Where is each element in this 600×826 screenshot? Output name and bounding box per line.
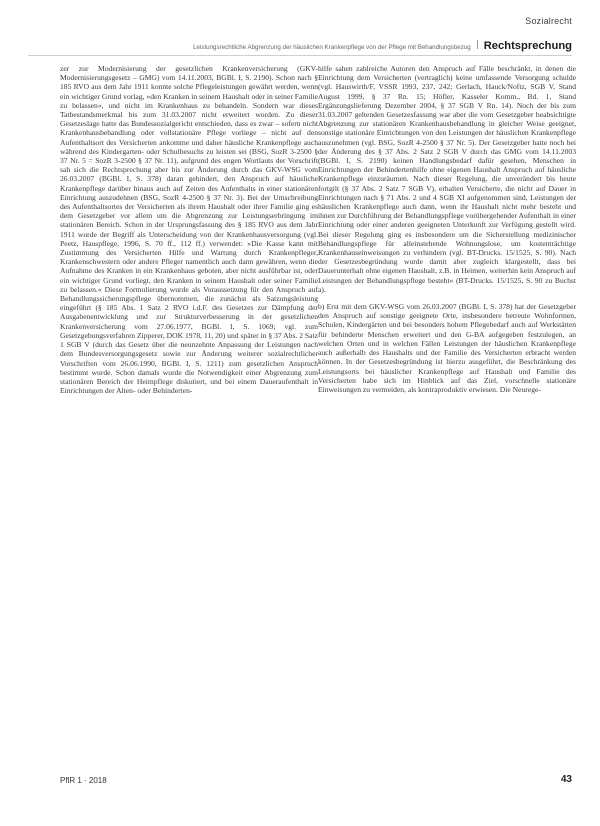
running-header-title: Rechtsprechung — [483, 40, 572, 52]
running-header-subtitle: Leistungsrechtliche Abgrenzung der häuslichen Krankenpflege von der Pflege mit Behandlungsbezug — [193, 44, 471, 51]
running-header — [150, 40, 572, 52]
header-divider — [477, 40, 478, 49]
right-column — [318, 64, 576, 394]
page-number: 43 — [560, 774, 572, 785]
section-tag: Sozialrecht — [525, 16, 572, 26]
header-rule — [28, 55, 572, 56]
left-column — [60, 64, 318, 395]
right-paragraph-2: b) Erst mit dem GKV-WSG vom 26.03.2007 (BGBl. I, S. 378) hat der Gesetzgeber den Anspruch auf sonstige geeignete Orte, insbesondere betreute Wohnformen, Schulen, Kindergärten und bei besonders hohem Pflegebedarf auch auf Werkstätten für behinderte Menschen erweitert und den G-BA aufgegeben festzulegen, an welchen Orten und in welchen Fällen Leistungen der häuslichen Krankenpflege auch außerhalb des Haushalts und der Familie des Versicherten erbracht werden können. In der Gesetzesbegründung ist hierzu ausgeführt, die Beschränkung des Leistungsorts bei häuslicher Krankenpflege auf Haushalt und Familie des Versicherten habe sich im Hinblick auf das Ziel, vorschnelle stationäre Einweisungen zu vermeiden, als kontraproduktiv erwiesen. Die Neurege- — [318, 302, 576, 394]
journal-citation: PflR 1 · 2018 — [60, 776, 107, 785]
left-paragraph-1: zer zur Modernisierung der gesetzlichen Krankenversicherung (GKV-Modernisierungsgesetz – GMG) vom 14.11.2003, BGBl. I, S. 2190). Schon nach § 185 RVO aus dem Jahr 1911 konnte solche Pflegeleistungen gewährt werden, wenn ein wichtiger Grund vorlag, »den Kranken in seinem Haushalt oder in seiner Familie zu belassen«, und nicht im Krankenhaus zu behandeln. Sondern war dieses Tatbestandsmerkmal bis zum 31.03.2007 nicht erweitert worden. Zu dieser Gesetzeslage hatte das Bundessozialgericht entschieden, dass es zwar – sofern nicht Krankenhausbehandlung oder vollstationäre Pflege vorliege – nicht auf den Aufenthaltsort des Versicherten ankomme und daher häusliche Krankenpflege auch während des Kindergarten- oder Schulbesuchs zu leisten sei (BSG, SozR 3-2500 § 37 Nr. 5 = SozR 3-2500 § 37 Nr. 11), aufgrund des engen Wortlauts der Vorschrift sah sich die Rechtsprechung aber bis zur Änderung durch das GKV-WSG vom 26.03.2007 (BGBl. I, S. 378) daran gehindert, den Anspruch auf häusliche Krankenpflege darüber hinaus auch auf Zeiten des Aufenthalts in einer stationären Einrichtung auszudehnen (BSG, SozR 4-2500 § 37 Nr. 3). Bei der Umschreibung des Aufenthaltsortes der Versicherten als ihrem Haushalt oder ihrer Familie ging es dem Gesetzgeber vor allem um die Abgrenzung zur Leistungserbringung im stationären Bereich. Schon in der Ursprungsfassung des § 185 RVO aus dem Jahr 1911 wurde der Begriff als Unterscheidung von der Krankenhausversorgung (vgl. Peetz, Hauspflege, 1996, S. 70 ff., 112 ff.) verwendet: »Die Kasse kann mit Zustimmung des Versicherten Hilfe und Wartung durch Krankenpfleger, Krankenschwestern oder andere Pfleger namentlich auch dann gewähren, wenn die Aufnahme des Kranken in ein Krankenhaus geboten, aber nicht ausführbar ist, oder ein wichtiger Grund vorliegt, den Kranken in seinem Haushalt oder seiner Familie zu belassen.« Diese Formulierung wurde als Voraussetzung für den Anspruch auf Behandlungssicherungspflege übernommen, die zunächst als Satzungsleistung eingeführt (§ 185 Abs. 1 Satz 2 RVO i.d.F. des Gesetzes zur Dämpfung der Ausgabenentwicklung und zur Strukturverbesserung in der gesetzlichen Krankenversicherung vom 27.06.1977, BGBl. I, S. 1069; vgl. zum Gesetzgebungsverfahren Zipperer, DOK 1978, 11, 20) und später in § 37 Abs. 2 Satz 1 SGB V (durch das Gesetz über die neunzehnte Anpassung der Leistungen nach dem Bundesversorgungsgesetz sowie zur Änderung weiterer sozialrechtlicher Vorschriften vom 26.06.1990, BGBl. I, S. 1211) zum gesetzlichen Anspruch bestimmt wurde. Schon damals wurde die Notwendigkeit einer Abgrenzung zum stationären Bereich der Heimpflege diskutiert, und bei einem Daueraufenthalt in Einrichtungen der Alten- oder Behinderten- — [60, 64, 318, 396]
right-paragraph-1: hilfe sahen zahlreiche Autoren den Anspruch auf Fälle beschränkt, in denen die Einrichtung dem Versicherten (vertraglich) keine umfassende Versorgung schulde (vgl. Hauswirth/F, VSSR 1993, 237, 242; Gerlach, Hauck/Noftz, SGB V, Stand August 1999, § 37 Rn. 15; Höfler, Kasseler Komm., Bd. 1, Stand Ergänzungslieferung Dezember 2004, § 37 SGB V Rn. 14). Noch der bis zum 31.03.2007 geltenden Gesetzesfassung war aber die vom Gesetzgeber beabsichtigte Abgrenzung zur stationären Krankenhausbehandlung in gleicher Weise geeignet, sonstige stationäre Einrichtungen von den Leistungen der häuslichen Krankenpflege auszunehmen (vgl. BSG, SozR 4-2500 § 37 Nr. 5). Der Gesetzgeber hatte noch bei der Änderung des § 37 Abs. 2 Satz 2 SGB V durch das GMG vom 14.11.2003 (BGBl. I, S. 2190) keinen Handlungsbedarf dafür gesehen, Menschen in Einrichtungen der Behindertenhilfe ohne eigenen Haushalt Anspruch auf häusliche Krankenpflege einzuräumen. Nach dieser Regelung, die unverändert bis heute fortgilt (§ 37 Abs. 2 Satz 7 SGB V), erhalten Versicherte, die nicht auf Dauer in Einrichtungen nach § 71 Abs. 2 und 4 SGB XI aufgenommen sind, Leistungen der häuslichen Krankenpflege auch dann, wenn ihr Haushalt nicht mehr besteht und ihnen zur Durchführung der Behandlungspflege vorübergehender Aufenthalt in einer Einrichtung oder einer anderen geeigneten Unterkunft zur Verfügung gestellt wird. Bei dieser Regelung ging es insbesondere um die Sicherstellung medizinischer Behandlungspflege für alleinstehende Wohnungslose, um kostenträchtige Krankenhauseinweisungen zu verhindern (vgl. BT-Drucks. 15/1525, S. 90). Nach der Gesetzesbegründung wurde damit aber zugleich klargestellt, dass bei Dauerunterhalt ohne eigenen Haushalt, z.B. in Heimen, weiterhin kein Anspruch auf Leistungen der Behandlungspflege besteht« (BT-Drucks. 15/1525, S. 90 zu Buchst a). — [318, 64, 576, 294]
